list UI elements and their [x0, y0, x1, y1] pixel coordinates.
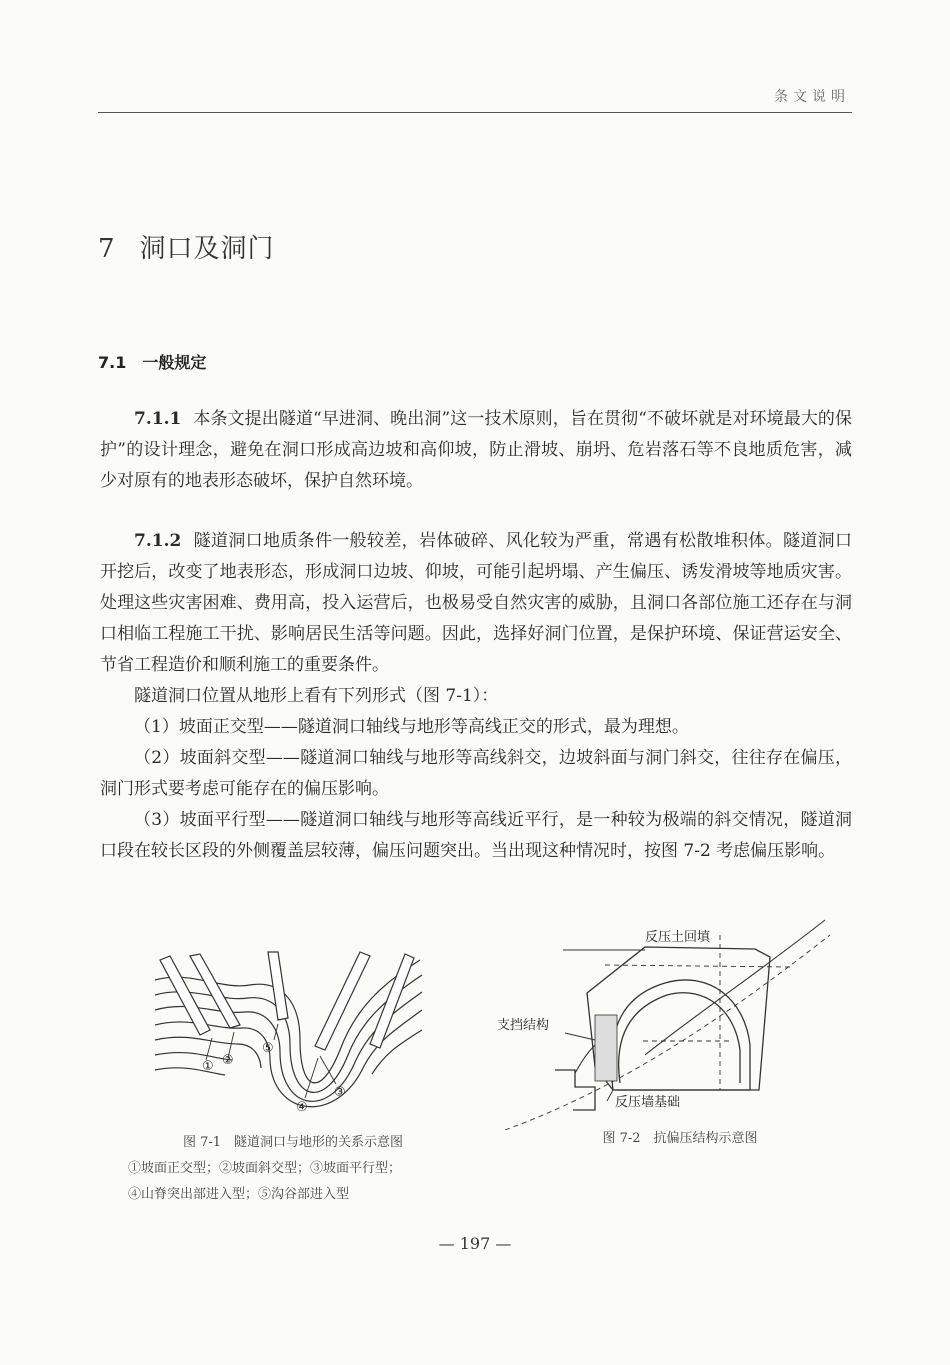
retaining-structure	[595, 1015, 617, 1081]
header-rule	[98, 112, 852, 113]
page-number: — 197 —	[438, 1234, 512, 1253]
label-5: ⑤	[262, 1041, 274, 1056]
caption-title: 图 7-1 隧道洞口与地形的关系示意图	[182, 1135, 404, 1150]
section-title	[98, 350, 206, 373]
running-header: 条文说明	[774, 89, 850, 105]
clause-7-1-2	[100, 526, 852, 867]
leader-line	[565, 1033, 595, 1040]
paragraph-intro: 隧道洞口位置从地形上看有下列形式（图 7-1）：	[134, 686, 499, 706]
section-title-text: 一般规定	[142, 353, 207, 372]
caption-line: ①坡面正交型；②坡面斜交型；③坡面平行型；	[128, 1161, 402, 1176]
label-backfill: 反压土回填	[645, 930, 711, 945]
list-item: （3）坡面平行型——隧道洞口轴线与地形等高线近平行，是一种较为极端的斜交情况，隧道洞口段在较长区段的外侧覆盖层较薄，偏压问题突出。当出现这种情况时，按图 7-2 考虑偏压影响。	[100, 810, 852, 861]
paragraph	[100, 404, 852, 497]
label-3: ③	[334, 1085, 346, 1100]
label-4: ④	[296, 1100, 308, 1115]
figure-7-2-caption: 图 7-2 抗偏压结构示意图	[602, 1131, 758, 1146]
figure-7-1-caption	[128, 1130, 458, 1208]
foundation-outline	[555, 1070, 595, 1110]
label-foundation: 反压墙基础	[615, 1095, 681, 1110]
clause-7-1-1	[100, 404, 852, 497]
figure-7-2-structure-diagram	[495, 915, 835, 1130]
tunnel-axis	[315, 952, 370, 1050]
clause-text: 本条文提出隧道“早进洞、晚出洞”这一技术原则，旨在贯彻“不破坏就是对环境最大的保护”的设计理念，避免在洞口形成高边坡和高仰坡，防止滑坡、崩坍、危岩落石等不良地质危害，减少对原有的地表形态破坏，保护自然环境。	[100, 409, 852, 491]
paragraph	[100, 526, 852, 681]
label-1: ①	[202, 1059, 214, 1074]
chapter-number: 7	[98, 234, 116, 264]
label-retaining: 支挡结构	[497, 1018, 550, 1033]
tunnel-lining	[611, 980, 750, 1090]
contour-line	[155, 1053, 232, 1060]
slope-line	[575, 1045, 595, 1073]
chapter-title-text: 洞口及洞门	[139, 234, 275, 264]
clause-number: 7.1.1	[134, 409, 182, 429]
caption-line: ④山脊突出部进入型；⑤沟谷部进入型	[128, 1187, 350, 1202]
leader-line	[607, 1090, 613, 1101]
figure-7-1-terrain-diagram	[150, 940, 430, 1120]
leader-line	[274, 1024, 278, 1040]
label-2: ②	[222, 1053, 234, 1068]
list-item: （2）坡面斜交型——隧道洞口轴线与地形等高线斜交，边坡斜面与洞门斜交，往往存在偏压，洞门形式要考虑可能存在的偏压影响。	[100, 748, 852, 799]
tunnel-axis	[370, 954, 414, 1048]
section-number: 7.1	[98, 353, 127, 372]
list-item: （1）坡面正交型——隧道洞口轴线与地形等高线正交的形式，最为理想。	[134, 717, 689, 737]
chapter-title	[98, 228, 275, 265]
contour-line	[155, 1068, 225, 1075]
clause-text: 隧道洞口地质条件一般较差，岩体破碎、风化较为严重，常遇有松散堆积体。隧道洞口开挖后，改变了地表形态，形成洞口边坡、仰坡，可能引起坍塌、产生偏压、诱发滑坡等地质灾害。处理这些灾害困难、费用高，投入运营后，也极易受自然灾害的威胁，且洞口各部位施工还存在与洞口相临工程施工干扰、影响居民生活等问题。因此，选择好洞门位置，是保护环境、保证营运安全、节省工程造价和顺利施工的重要条件。	[100, 531, 852, 675]
tunnel-inner-lining	[619, 993, 740, 1083]
clause-number: 7.1.2	[134, 531, 182, 551]
